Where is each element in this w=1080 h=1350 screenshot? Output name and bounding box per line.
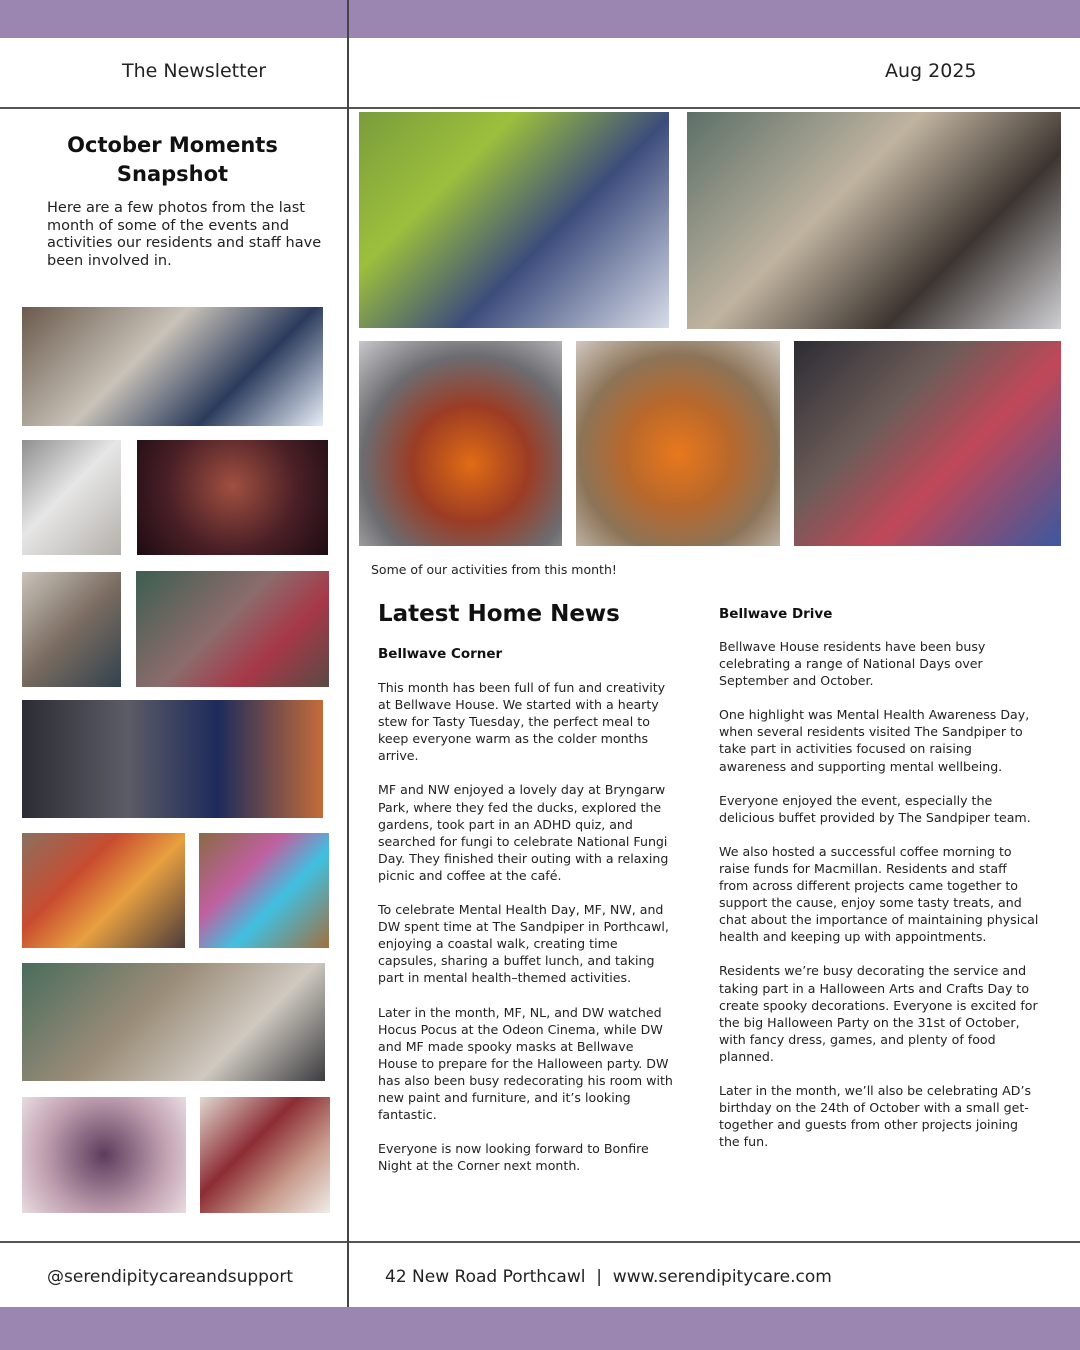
- bottom-band: [0, 1307, 1080, 1350]
- news-left-paragraph: MF and NW enjoyed a lovely day at Bryngarw Park, where they fed the ducks, explored the gardens, took part in an ADHD quiz, and searched for fungi to celebrate National Fungi Day. They finished their outing with a relaxing picnic and coffee at the café.: [378, 782, 669, 883]
- news-heading: Latest Home News: [378, 601, 620, 627]
- news-left-paragraph: Later in the month, MF, NL, and DW watched Hocus Pocus at the Odeon Cinema, while DW and MF made spooky masks at Bellwave House to prepare for the Halloween party. DW has also been busy redecorating his room with new paint and furniture, and it’s looking fantastic.: [378, 1004, 673, 1123]
- news-left-body: [378, 679, 674, 1191]
- news-left-paragraph: To celebrate Mental Health Day, MF, NW, and DW spent time at The Sandpiper in Porthcawl, enjoying a coastal walk, creating time capsules, sharing a buffet lunch, and taking part in mental health–themed activities.: [378, 902, 669, 986]
- address-website: 42 New Road Porthcawl | www.serendipitycare.com: [385, 1267, 832, 1287]
- buffet-table-photo: [200, 1097, 330, 1213]
- news-right-paragraph: Later in the month, we’ll also be celebrating AD’s birthday on the 24th of October with a small get-together and guests from other projects joining the fun.: [719, 1082, 1032, 1150]
- pumpkin-carving-photo: [359, 341, 562, 546]
- lounge-gathering-photo: [22, 572, 121, 687]
- newsletter-title: The Newsletter: [122, 60, 267, 82]
- comic-fair-photo: [794, 341, 1061, 546]
- news-right-paragraph: We also hosted a successful coffee morning to raise funds for Macmillan. Residents and staff from across different projects came together to support the cause, enjoy some tasty treats, and chat about the importance of maintaining physical health and keeping up with appointments.: [719, 843, 1039, 945]
- art-stall-photo: [22, 700, 323, 818]
- birthday-party-photo: [22, 963, 325, 1081]
- news-left-paragraph: This month has been full of fun and creativity at Bellwave House. We started with a hearty stew for Tasty Tuesday, the perfect meal to keep everyone warm as the colder months arrive.: [378, 680, 666, 764]
- mirror-selfie-photo: [22, 1097, 186, 1213]
- halloween-lights-room-photo: [137, 440, 328, 555]
- investors-in-people-photo: [22, 307, 323, 426]
- photos-caption: Some of our activities from this month!: [371, 562, 617, 577]
- news-left-paragraph: Everyone is now looking forward to Bonfire Night at the Corner next month.: [378, 1141, 649, 1174]
- section-title: October Moments Snapshot: [67, 133, 278, 186]
- news-right-paragraph: Everyone enjoyed the event, especially the delicious buffet provided by The Sandpiper team.: [719, 792, 1031, 825]
- news-right-paragraph: Residents we’re busy decorating the service and taking part in a Halloween Arts and Crafts Day to create spooky decorations. Everyone is excited for the big Halloween Party on the 31st of October, with fancy dress, games, and plenty of food planned.: [719, 963, 1038, 1064]
- costume-character-photo: [359, 112, 669, 328]
- mask-making-photo: [22, 833, 185, 948]
- news-left-subheading: Bellwave Corner: [378, 646, 503, 662]
- column-divider: [347, 0, 349, 1307]
- resident-portrait-photo: [136, 571, 329, 687]
- boo-sign-photo: [22, 440, 121, 555]
- carved-pumpkin-photo: [576, 341, 780, 546]
- news-right-paragraph: One highlight was Mental Health Awareness Day, when several residents visited The Sandpiper to take part in activities focused on raising awareness and supporting mental wellbeing.: [719, 707, 1030, 774]
- header-rule: [0, 107, 1080, 109]
- news-right-paragraph: Bellwave House residents have been busy celebrating a range of National Days over September and October.: [719, 639, 986, 689]
- newsletter-date: Aug 2025: [885, 60, 977, 82]
- news-right-subheading: Bellwave Drive: [719, 606, 833, 622]
- social-handle: @serendipitycareandsupport: [47, 1267, 294, 1287]
- footer-rule: [0, 1241, 1080, 1243]
- news-right-body: [719, 638, 1039, 1167]
- happy-birthday-celebration-photo: [687, 112, 1061, 329]
- section-intro: Here are a few photos from the last month of some of the events and activities our residents and staff have been involved in.: [47, 200, 322, 269]
- painted-masks-photo: [199, 833, 329, 948]
- top-band: [0, 0, 1080, 38]
